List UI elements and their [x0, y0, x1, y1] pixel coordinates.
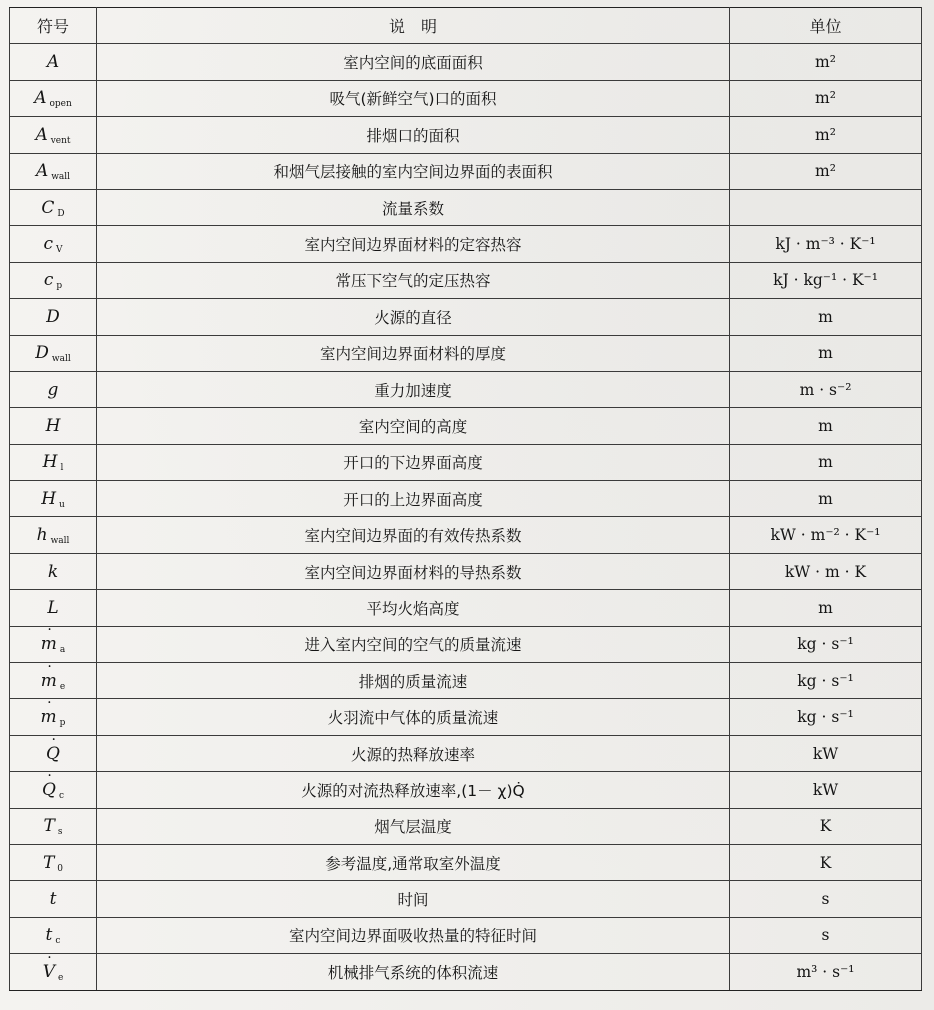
symbol	[40, 698, 66, 729]
symbol-letter: V	[42, 961, 55, 982]
symbol	[48, 562, 58, 582]
description-cell: 室内空间边界面材料的导热系数	[97, 553, 730, 589]
table-row	[10, 808, 922, 844]
symbol-base	[35, 125, 47, 145]
symbol-cell	[10, 335, 97, 371]
symbol-base	[43, 234, 53, 254]
symbol-letter: c	[43, 234, 54, 255]
symbol-cell	[10, 481, 97, 517]
symbol	[47, 52, 59, 72]
table-row	[10, 44, 922, 80]
symbol-cell	[10, 626, 97, 662]
table-row	[10, 626, 922, 662]
table-row	[10, 444, 922, 480]
symbol-cell	[10, 189, 97, 225]
symbol-cell	[10, 262, 97, 298]
unit-cell: K	[730, 808, 922, 844]
unit-cell: m²	[730, 117, 922, 153]
symbol-letter: H	[45, 415, 61, 436]
symbol	[34, 88, 72, 108]
unit-cell: kJ · kg⁻¹ · K⁻¹	[730, 262, 922, 298]
symbol-letter: h	[36, 525, 48, 546]
unit-cell: K	[730, 844, 922, 880]
unit-cell: kW · m⁻² · K⁻¹	[730, 517, 922, 553]
unit-cell: kW · m · K	[730, 553, 922, 589]
description-cell: 室内空间边界面的有效传热系数	[97, 517, 730, 553]
symbol-base	[44, 270, 54, 290]
table-row	[10, 917, 922, 953]
description-cell: 室内空间边界面吸收热量的特征时间	[97, 917, 730, 953]
unit-cell: kW	[730, 772, 922, 808]
symbol-cell	[10, 917, 97, 953]
symbol-subscript: wall	[51, 354, 71, 365]
unit-cell: m	[730, 481, 922, 517]
unit-cell: kg · s⁻¹	[730, 626, 922, 662]
table-row	[10, 772, 922, 808]
symbol	[46, 307, 60, 327]
symbol-letter: k	[47, 561, 59, 582]
table-row	[10, 699, 922, 735]
symbol-cell	[10, 844, 97, 880]
symbol-base	[41, 198, 54, 218]
unit-cell: m	[730, 335, 922, 371]
symbol-subscript: p	[59, 718, 66, 729]
symbol-letter: H	[41, 488, 57, 509]
unit-cell: s	[730, 917, 922, 953]
symbol	[43, 234, 62, 254]
symbol	[43, 853, 63, 873]
unit-cell: m	[730, 408, 922, 444]
symbol-subscript: D	[57, 208, 65, 219]
symbol	[40, 662, 66, 692]
symbol	[43, 452, 64, 472]
symbol	[40, 626, 66, 656]
unit-cell: m²	[730, 44, 922, 80]
symbol-letter: t	[49, 889, 57, 910]
symbol-base	[46, 307, 60, 327]
symbol-cell	[10, 663, 97, 699]
symbol-letter: D	[46, 306, 60, 327]
description-cell: 室内空间的底面面积	[97, 44, 730, 80]
symbol-cell	[10, 735, 97, 771]
symbol-base	[48, 562, 58, 582]
description-cell: 参考温度,通常取室外温度	[97, 844, 730, 880]
symbol-letter: H	[42, 452, 58, 473]
description-cell: 重力加速度	[97, 371, 730, 407]
symbol-base	[43, 452, 58, 472]
symbol-cell	[10, 517, 97, 553]
symbol-base	[43, 853, 54, 873]
symbol-letter: A	[46, 52, 60, 73]
table-body	[10, 44, 922, 990]
symbol-base	[34, 88, 46, 108]
symbol-cell	[10, 699, 97, 735]
symbol	[35, 125, 70, 145]
symbol-subscript: s	[57, 827, 63, 838]
table-row	[10, 663, 922, 699]
description-cell: 室内空间边界面材料的定容热容	[97, 226, 730, 262]
description-cell: 流量系数	[97, 189, 730, 225]
table-row	[10, 80, 922, 116]
symbol-subscript: wall	[51, 172, 71, 183]
symbol-base	[37, 525, 48, 545]
symbol-cell	[10, 299, 97, 335]
symbol-cell	[10, 80, 97, 116]
symbol-base	[42, 771, 56, 800]
table-row	[10, 153, 922, 189]
symbol-cell	[10, 772, 97, 808]
symbol	[47, 598, 58, 618]
rate-dot-mark: ·	[47, 771, 52, 784]
symbol-letter: T	[43, 816, 55, 837]
table-row	[10, 735, 922, 771]
symbol-letter: D	[35, 343, 49, 364]
table-row	[10, 481, 922, 517]
symbol	[35, 343, 70, 363]
symbol-letter: A	[35, 161, 49, 182]
symbol	[44, 816, 63, 836]
table-row	[10, 262, 922, 298]
symbol-letter: m	[40, 634, 57, 655]
symbol-letter: C	[41, 197, 55, 218]
symbol-base	[48, 380, 59, 400]
symbol-subscript: 0	[57, 863, 64, 874]
description-cell: 烟气层温度	[97, 808, 730, 844]
symbol-base	[36, 161, 48, 181]
rate-dot-mark: ·	[51, 735, 56, 748]
description-cell: 常压下空气的定压热容	[97, 262, 730, 298]
table-row	[10, 881, 922, 917]
header-row	[10, 8, 922, 44]
description-cell: 进入室内空间的空气的质量流速	[97, 626, 730, 662]
symbol-letter: m	[40, 670, 57, 691]
description-cell: 开口的下边界面高度	[97, 444, 730, 480]
description-cell: 火源的对流热释放速率,(1－ χ)Q̇	[97, 772, 730, 808]
symbol-base	[46, 925, 53, 945]
symbol-base	[41, 489, 56, 509]
symbol-subscript: open	[49, 99, 72, 110]
symbol-cell	[10, 808, 97, 844]
symbol-subscript: e	[57, 972, 64, 983]
unit-cell	[730, 189, 922, 225]
symbol-cell	[10, 44, 97, 80]
description-cell: 火源的直径	[97, 299, 730, 335]
symbol-letter: g	[47, 379, 59, 400]
symbol-cell	[10, 553, 97, 589]
symbol-table	[9, 7, 922, 991]
symbol-base	[35, 343, 49, 363]
symbol	[46, 416, 61, 436]
symbol-base	[44, 816, 55, 836]
symbol	[36, 161, 70, 181]
header-unit: 单位	[730, 8, 922, 44]
symbol-base	[50, 889, 57, 909]
symbol-base	[46, 416, 61, 436]
unit-cell: m²	[730, 153, 922, 189]
unit-cell: m²	[730, 80, 922, 116]
symbol-letter: c	[43, 270, 54, 291]
symbol	[46, 925, 61, 945]
symbol-cell	[10, 226, 97, 262]
description-cell: 平均火焰高度	[97, 590, 730, 626]
symbol	[37, 525, 70, 545]
symbol	[50, 889, 57, 909]
description-cell: 机械排气系统的体积流速	[97, 954, 730, 990]
table-row	[10, 954, 922, 990]
symbol-base	[40, 626, 57, 655]
symbol-cell	[10, 153, 97, 189]
table-row	[10, 117, 922, 153]
symbol	[48, 380, 59, 400]
symbol-cell	[10, 444, 97, 480]
symbol-cell	[10, 371, 97, 407]
description-cell: 排烟的质量流速	[97, 663, 730, 699]
symbol-base	[42, 953, 55, 982]
table-row	[10, 553, 922, 589]
symbol	[42, 771, 64, 801]
symbol-cell	[10, 590, 97, 626]
symbol	[41, 489, 65, 509]
symbol-subscript: e	[59, 681, 66, 692]
table-row	[10, 226, 922, 262]
unit-cell: kg · s⁻¹	[730, 663, 922, 699]
symbol-letter: Q	[42, 779, 56, 800]
symbol-letter: T	[42, 852, 55, 873]
table-row	[10, 408, 922, 444]
symbol	[41, 198, 64, 218]
symbol-letter: t	[45, 925, 53, 946]
rate-dot-mark: ·	[47, 626, 52, 639]
symbol-subscript: c	[58, 790, 64, 801]
table-row	[10, 299, 922, 335]
unit-cell: m · s⁻²	[730, 371, 922, 407]
unit-cell: kJ · m⁻³ · K⁻¹	[730, 226, 922, 262]
symbol-subscript: V	[56, 245, 63, 256]
table-row	[10, 517, 922, 553]
description-cell: 室内空间的高度	[97, 408, 730, 444]
table-row	[10, 189, 922, 225]
symbol-subscript: vent	[50, 135, 71, 146]
symbol-cell	[10, 117, 97, 153]
symbol	[44, 270, 62, 290]
symbol-base	[40, 662, 57, 691]
rate-dot-mark: ·	[47, 662, 52, 675]
description-cell: 火源的热释放速率	[97, 735, 730, 771]
table-row	[10, 590, 922, 626]
description-cell: 和烟气层接触的室内空间边界面的表面积	[97, 153, 730, 189]
symbol-subscript: l	[60, 463, 64, 474]
unit-cell: m	[730, 590, 922, 626]
description-cell: 吸气(新鲜空气)口的面积	[97, 80, 730, 116]
description-cell: 时间	[97, 881, 730, 917]
symbol-letter: Q	[46, 743, 60, 764]
symbol-base	[47, 598, 58, 618]
description-cell: 火羽流中气体的质量流速	[97, 699, 730, 735]
symbol-base	[40, 698, 57, 728]
symbol	[42, 953, 64, 983]
symbol-base	[46, 735, 60, 764]
header-description: 说 明	[97, 8, 730, 44]
unit-cell: m	[730, 299, 922, 335]
table-row	[10, 844, 922, 880]
table-row	[10, 335, 922, 371]
symbol-subscript: wall	[50, 536, 70, 547]
symbol-subscript: c	[55, 936, 61, 947]
symbol	[46, 735, 60, 764]
unit-cell: m³ · s⁻¹	[730, 954, 922, 990]
symbol-base	[47, 52, 59, 72]
unit-cell: s	[730, 881, 922, 917]
symbol-letter: A	[35, 124, 48, 145]
symbol-subscript: p	[56, 281, 63, 292]
symbol-letter: A	[34, 88, 47, 109]
symbol-subscript: a	[59, 645, 66, 656]
symbol-cell	[10, 954, 97, 990]
description-cell: 开口的上边界面高度	[97, 481, 730, 517]
symbol-cell	[10, 408, 97, 444]
rate-dot-mark: ·	[47, 953, 52, 966]
unit-cell: m	[730, 444, 922, 480]
symbol-subscript: u	[59, 499, 65, 510]
description-cell: 室内空间边界面材料的厚度	[97, 335, 730, 371]
symbol-letter: m	[40, 707, 57, 728]
unit-cell: kW	[730, 735, 922, 771]
unit-cell: kg · s⁻¹	[730, 699, 922, 735]
symbol-cell	[10, 881, 97, 917]
table-row	[10, 371, 922, 407]
description-cell: 排烟口的面积	[97, 117, 730, 153]
rate-dot-mark: ·	[47, 698, 52, 712]
header-symbol: 符号	[10, 8, 97, 44]
symbol-letter: L	[47, 597, 59, 618]
